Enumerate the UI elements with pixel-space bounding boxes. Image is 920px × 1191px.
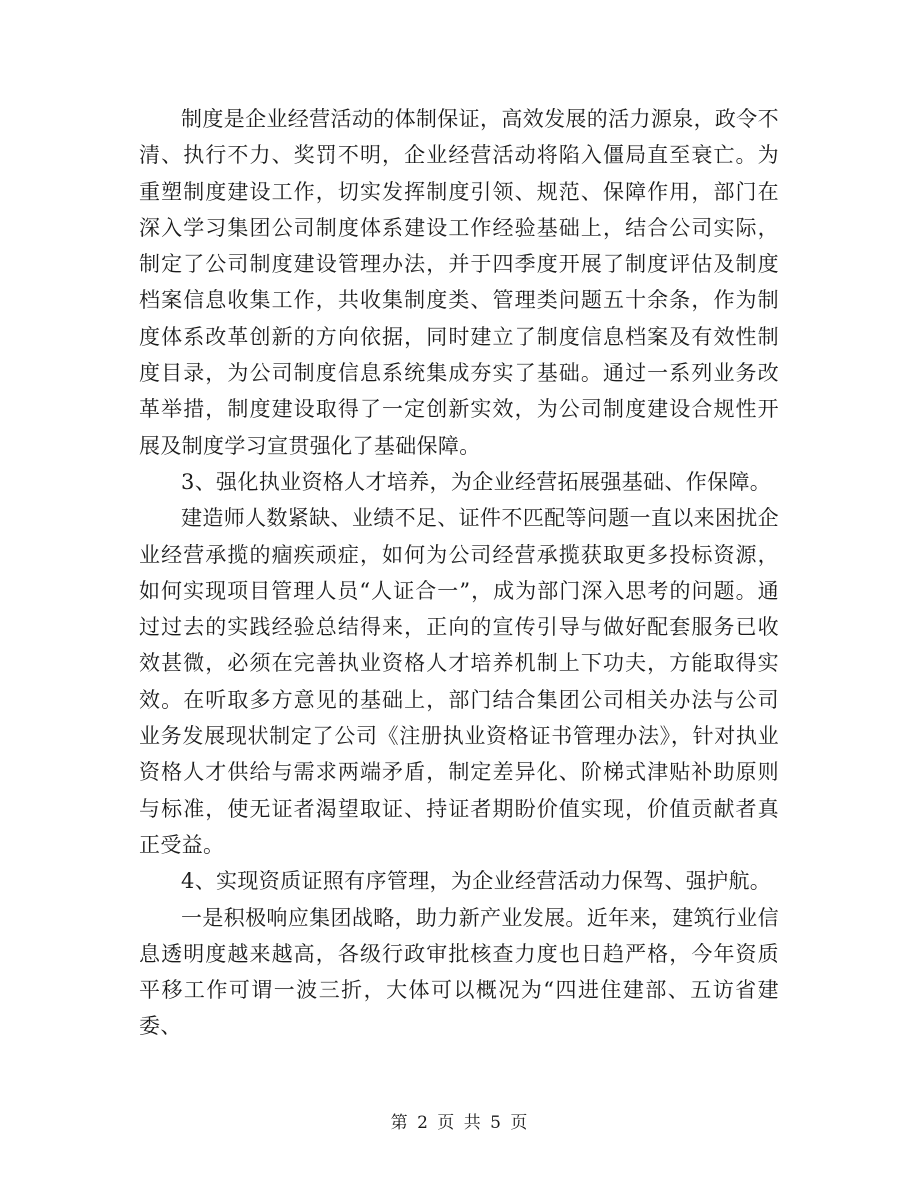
paragraph-group-strategy: 一是积极响应集团战略，助力新产业发展。近年来，建筑行业信息透明度越来越高，各级行政审批核查力度也日趋严格，今年资质平移工作可谓一波三折，大体可以概况为“四进住建部、五访省建委、 [139, 905, 779, 1039]
page-number-footer: 第 2 页 共 5 页 [390, 1113, 530, 1133]
heading-section-3: 3、强化执业资格人才培养，为企业经营拓展强基础、作保障。 [181, 469, 772, 494]
paragraph-qualification-talent: 建造师人数紧缺、业绩不足、证件不匹配等问题一直以来困扰企业经营承揽的痼疾顽症，如何为公司经营承揽获取更多投标资源，如何实现项目管理人员“人证合一”，成为部门深入思考的问题。通过过去的实践经验总结得来，正向的宣传引导与做好配套服务已收效甚微，必须在完善执业资格人才培养机制上下功夫，方能取得实效。在听取多方意见的基础上，部门结合集团公司相关办法与公司业务发展现状制定了公司《注册执业资格证书管理办法》，针对执业资格人才供给与需求两端矛盾，制定差异化、阶梯式津贴补助原则与标准，使无证者渴望取证、持证者期盼价值实现，价值贡献者真正受益。 [139, 506, 779, 857]
paragraph-system-construction: 制度是企业经营活动的体制保证，高效发展的活力源泉，政令不清、执行不力、奖罚不明，企业经营活动将陷入僵局直至衰亡。为重塑制度建设工作，切实发挥制度引领、规范、保障作用，部门在深入学习集团公司制度体系建设工作经验基础上，结合公司实际，制定了公司制度建设管理办法，并于四季度开展了制度评估及制度档案信息收集工作，共收集制度类、管理类问题五十余条，作为制度体系改革创新的方向依据，同时建立了制度信息档案及有效性制度目录，为公司制度信息系统集成夯实了基础。通过一系列业务改革举措，制度建设取得了一定创新实效，为公司制度建设合规性开展及制度学习宣贯强化了基础保障。 [139, 107, 779, 458]
heading-section-4: 4、实现资质证照有序管理，为企业经营活动力保驾、强护航。 [181, 869, 772, 894]
document-body [139, 101, 779, 1045]
